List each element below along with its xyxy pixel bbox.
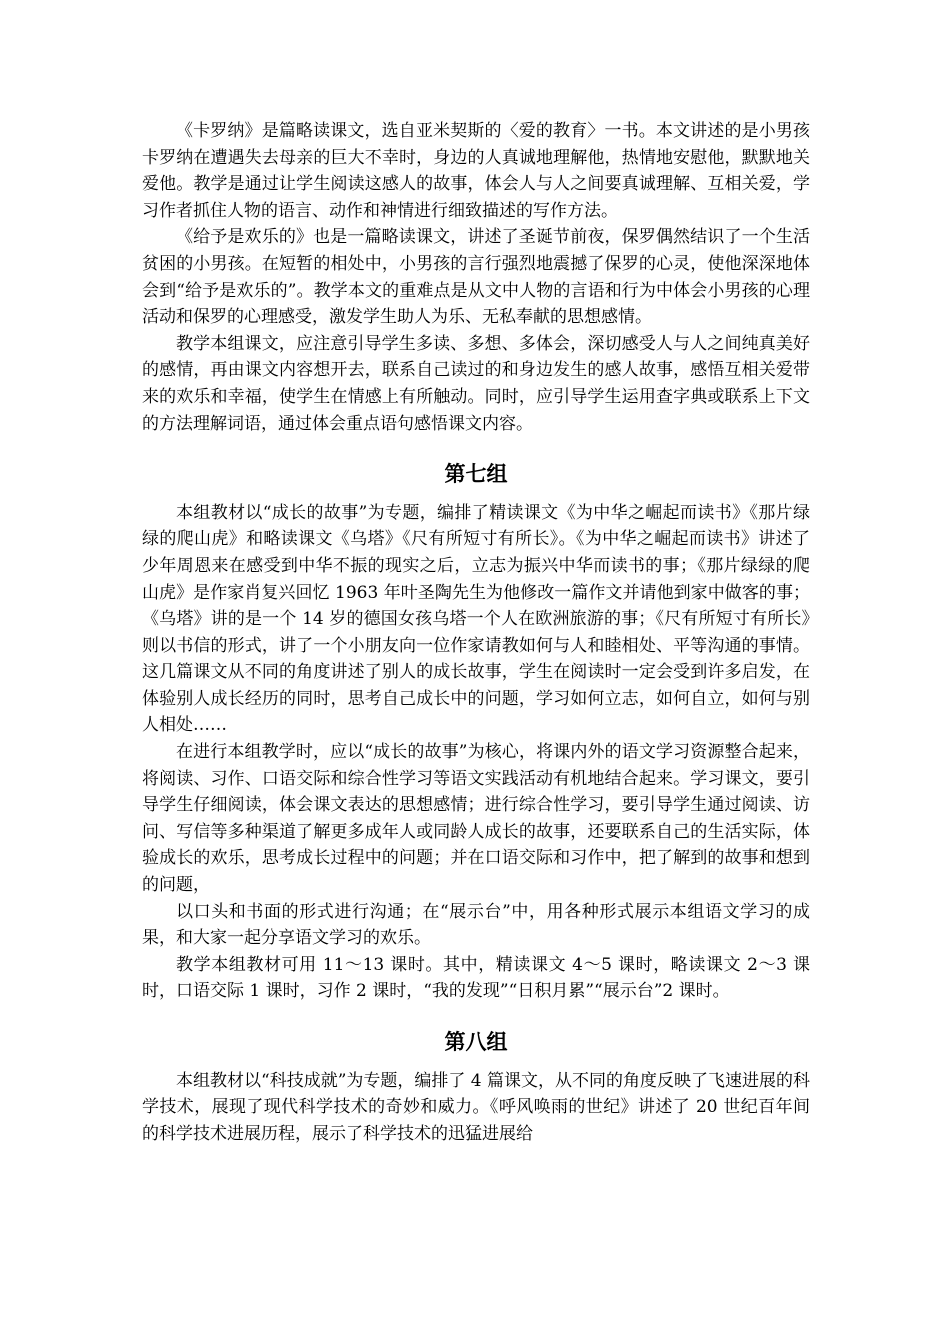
paragraph-group7-lessons: 教学本组教材可用 11～13 课时。其中，精读课文 4～5 课时，略读课文 2～3 课时，口语交际 1 课时，习作 2 课时，“我的发现”“日积月累”“展示台”2 课时。 — [142, 954, 810, 1002]
paragraph-kaluona: 《卡罗纳》是篇略读课文，选自亚米契斯的〈爱的教育〉一书。本文讲述的是小男孩卡罗纳在遭遇失去母亲的巨大不幸时，身边的人真诚地理解他，热情地安慰他，默默地关爱他。教学是通过让学生阅读这感人的故事，体会人与人之间要真诚理解、互相关爱，学习作者抓住人物的语言、动作和神情进行细致描述的写作方法。 — [142, 121, 810, 221]
paragraph-group7-teaching: 在进行本组教学时，应以“成长的故事”为核心，将课内外的语文学习资源整合起来，将阅读、习作、口语交际和综合性学习等语文实践活动有机地结合起来。学习课文，要引导学生仔细阅读，体会课文表达的思想感情；进行综合性学习，要引导学生通过阅读、访问、写信等多种渠道了解更多成年人或同龄人成长的故事，还要联系自己的生活实际，体验成长的欢乐，思考成长过程中的问题；并在口语交际和习作中，把了解到的故事和想到的问题， — [142, 742, 810, 896]
paragraph-group7-overview: 本组教材以“成长的故事”为专题，编排了精读课文《为中华之崛起而读书》《那片绿绿的爬山虎》和略读课文《乌塔》《尺有所短寸有所长》。《为中华之崛起而读书》讲述了少年周恩来在感受到中华不振的现实之后，立志为振兴中华而读书的事；《那片绿绿的爬山虎》是作家肖复兴回忆 1963 年叶圣陶先生为他修改一篇作文并请他到家中做客的事；《乌塔》讲的是一个 14 岁的德国女孩乌塔一个人在欧洲旅游的事；《尺有所短寸有所长》则以书信的形式，讲了一个小朋友向一位作家请教如何与人和睦相处、平等沟通的事情。这几篇课文从不同的角度讲述了别人的成长故事，学生在阅读时一定会受到许多启发，在体验别人成长经历的同时，思考自己成长中的问题，学习如何立志，如何自立，如何与别人相处…… — [142, 502, 810, 736]
document-page — [142, 118, 810, 1147]
paragraph-giving-is-joy: 《给予是欢乐的》也是一篇略读课文，讲述了圣诞节前夜，保罗偶然结识了一个生活贫困的小男孩。在短暂的相处中，小男孩的言行强烈地震撼了保罗的心灵，使他深深地体会到“给予是欢乐的”。教学本文的重难点是从文中人物的言语和行为中体会小男孩的心理活动和保罗的心理感受，激发学生助人为乐、无私奉献的思想感情。 — [142, 227, 810, 328]
section-title-group8: 第八组 — [444, 1030, 508, 1054]
paragraph-group7-communication: 以口头和书面的形式进行沟通；在“展示台”中，用各种形式展示本组语文学习的成果，和大家一起分享语文学习的欢乐。 — [142, 901, 810, 949]
paragraph-teaching-group6: 教学本组课文，应注意引导学生多读、多想、多体会，深切感受人与人之间纯真美好的感情，再由课文内容想开去，联系自己读过的和身边发生的感人故事，感悟互相关爱带来的欢乐和幸福，使学生在情感上有所触动。同时，应引导学生运用查字典或联系上下文的方法理解词语，通过体会重点语句感悟课文内容。 — [142, 333, 810, 434]
paragraph-group8-overview: 本组教材以“科技成就”为专题，编排了 4 篇课文，从不同的角度反映了飞速进展的科学技术，展现了现代科学技术的奇妙和威力。《呼风唤雨的世纪》讲述了 20 世纪百年间的科学技术进展历程，展示了科学技术的迅猛进展给 — [142, 1070, 811, 1144]
section-title-group7: 第七组 — [444, 462, 508, 487]
